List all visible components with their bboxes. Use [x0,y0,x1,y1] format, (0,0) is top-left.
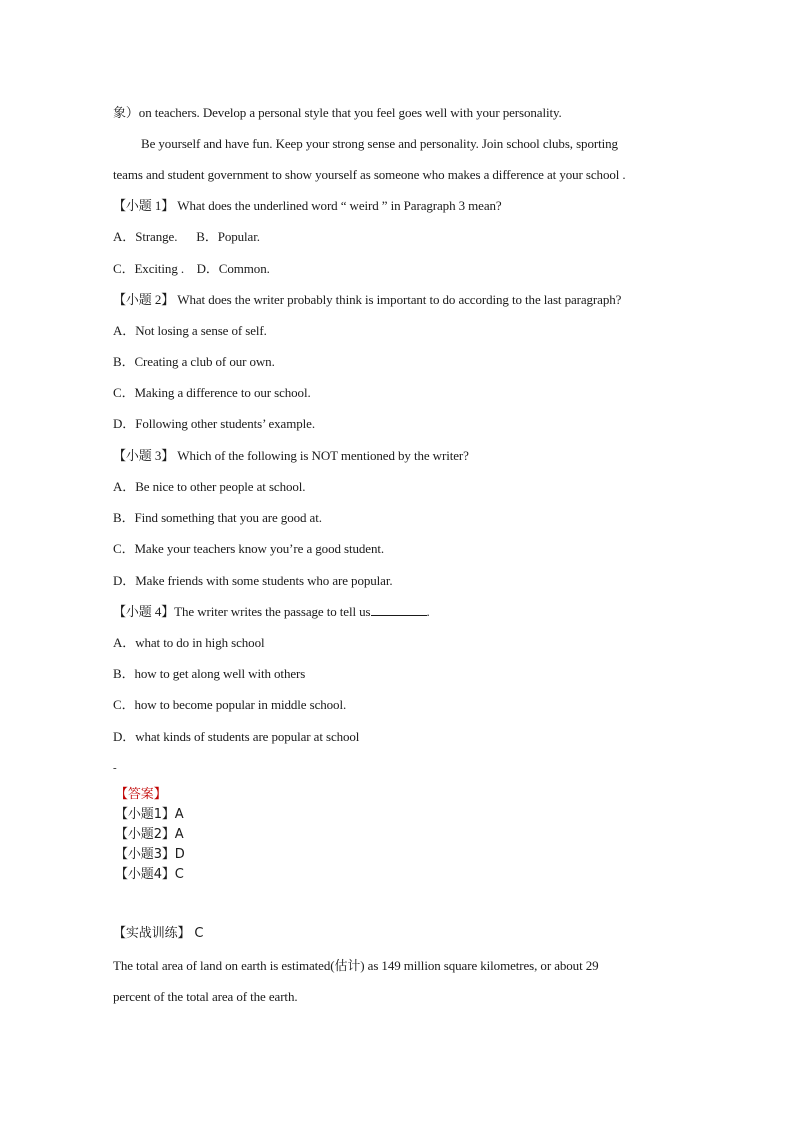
passage-line-1: 象）on teachers. Develop a personal style that you feel goes well with your personality. [113,105,562,120]
question-4-option-c: C．how to become popular in middle school. [113,697,347,712]
answer-item-4: 【小题4】C [115,867,184,882]
answer-blank [371,603,427,616]
section-paragraph-line-2: percent of the total area of the earth. [113,989,298,1004]
question-2-option-d: D．Following other students’ example. [113,416,315,431]
question-2-option-a: A．Not losing a sense of self. [113,323,267,338]
question-1-options-cd: C．Exciting . D．Common. [113,261,270,276]
section-paragraph-line-1: The total area of land on earth is estimated(估计) as 149 million square kilometres, or about 29 [113,958,599,973]
answer-heading: 【答案】 [115,787,167,802]
answer-item-3: 【小题3】D [115,847,185,862]
separator-dash: - [113,762,117,774]
question-1-options-ab: A．Strange. B．Popular. [113,229,260,244]
question-2-option-b: B．Creating a club of our own. [113,354,275,369]
question-3-stem: 【小题 3】 Which of the following is NOT mentioned by the writer? [113,448,469,463]
question-3-option-a: A．Be nice to other people at school. [113,479,306,494]
question-2-option-c: C．Making a difference to our school. [113,385,311,400]
question-1-stem: 【小题 1】 What does the underlined word “ weird ” in Paragraph 3 mean? [113,198,502,213]
answer-item-2: 【小题2】A [115,827,184,842]
question-3-option-c: C．Make your teachers know you’re a good student. [113,541,385,556]
question-4-stem [113,603,430,621]
question-4-option-a: A．what to do in high school [113,635,265,650]
answer-item-1: 【小题1】A [115,807,184,822]
passage-line-2: Be yourself and have fun. Keep your strong sense and personality. Join school clubs, sporting [141,136,618,151]
question-3-option-d: D．Make friends with some students who are popular. [113,573,393,588]
passage-line-3: teams and student government to show yourself as someone who makes a difference at your school . [113,167,626,182]
question-4-option-b: B．how to get along well with others [113,666,306,681]
question-2-stem: 【小题 2】 What does the writer probably think is important to do according to the last paragraph? [113,292,622,307]
question-3-option-b: B．Find something that you are good at. [113,510,322,525]
question-4-option-d: D．what kinds of students are popular at school [113,729,360,744]
question-4-stem-period: . [426,604,430,619]
question-4-stem-text: 【小题 4】The writer writes the passage to tell us [113,604,371,619]
section-heading: 【实战训练】 C [113,926,204,941]
